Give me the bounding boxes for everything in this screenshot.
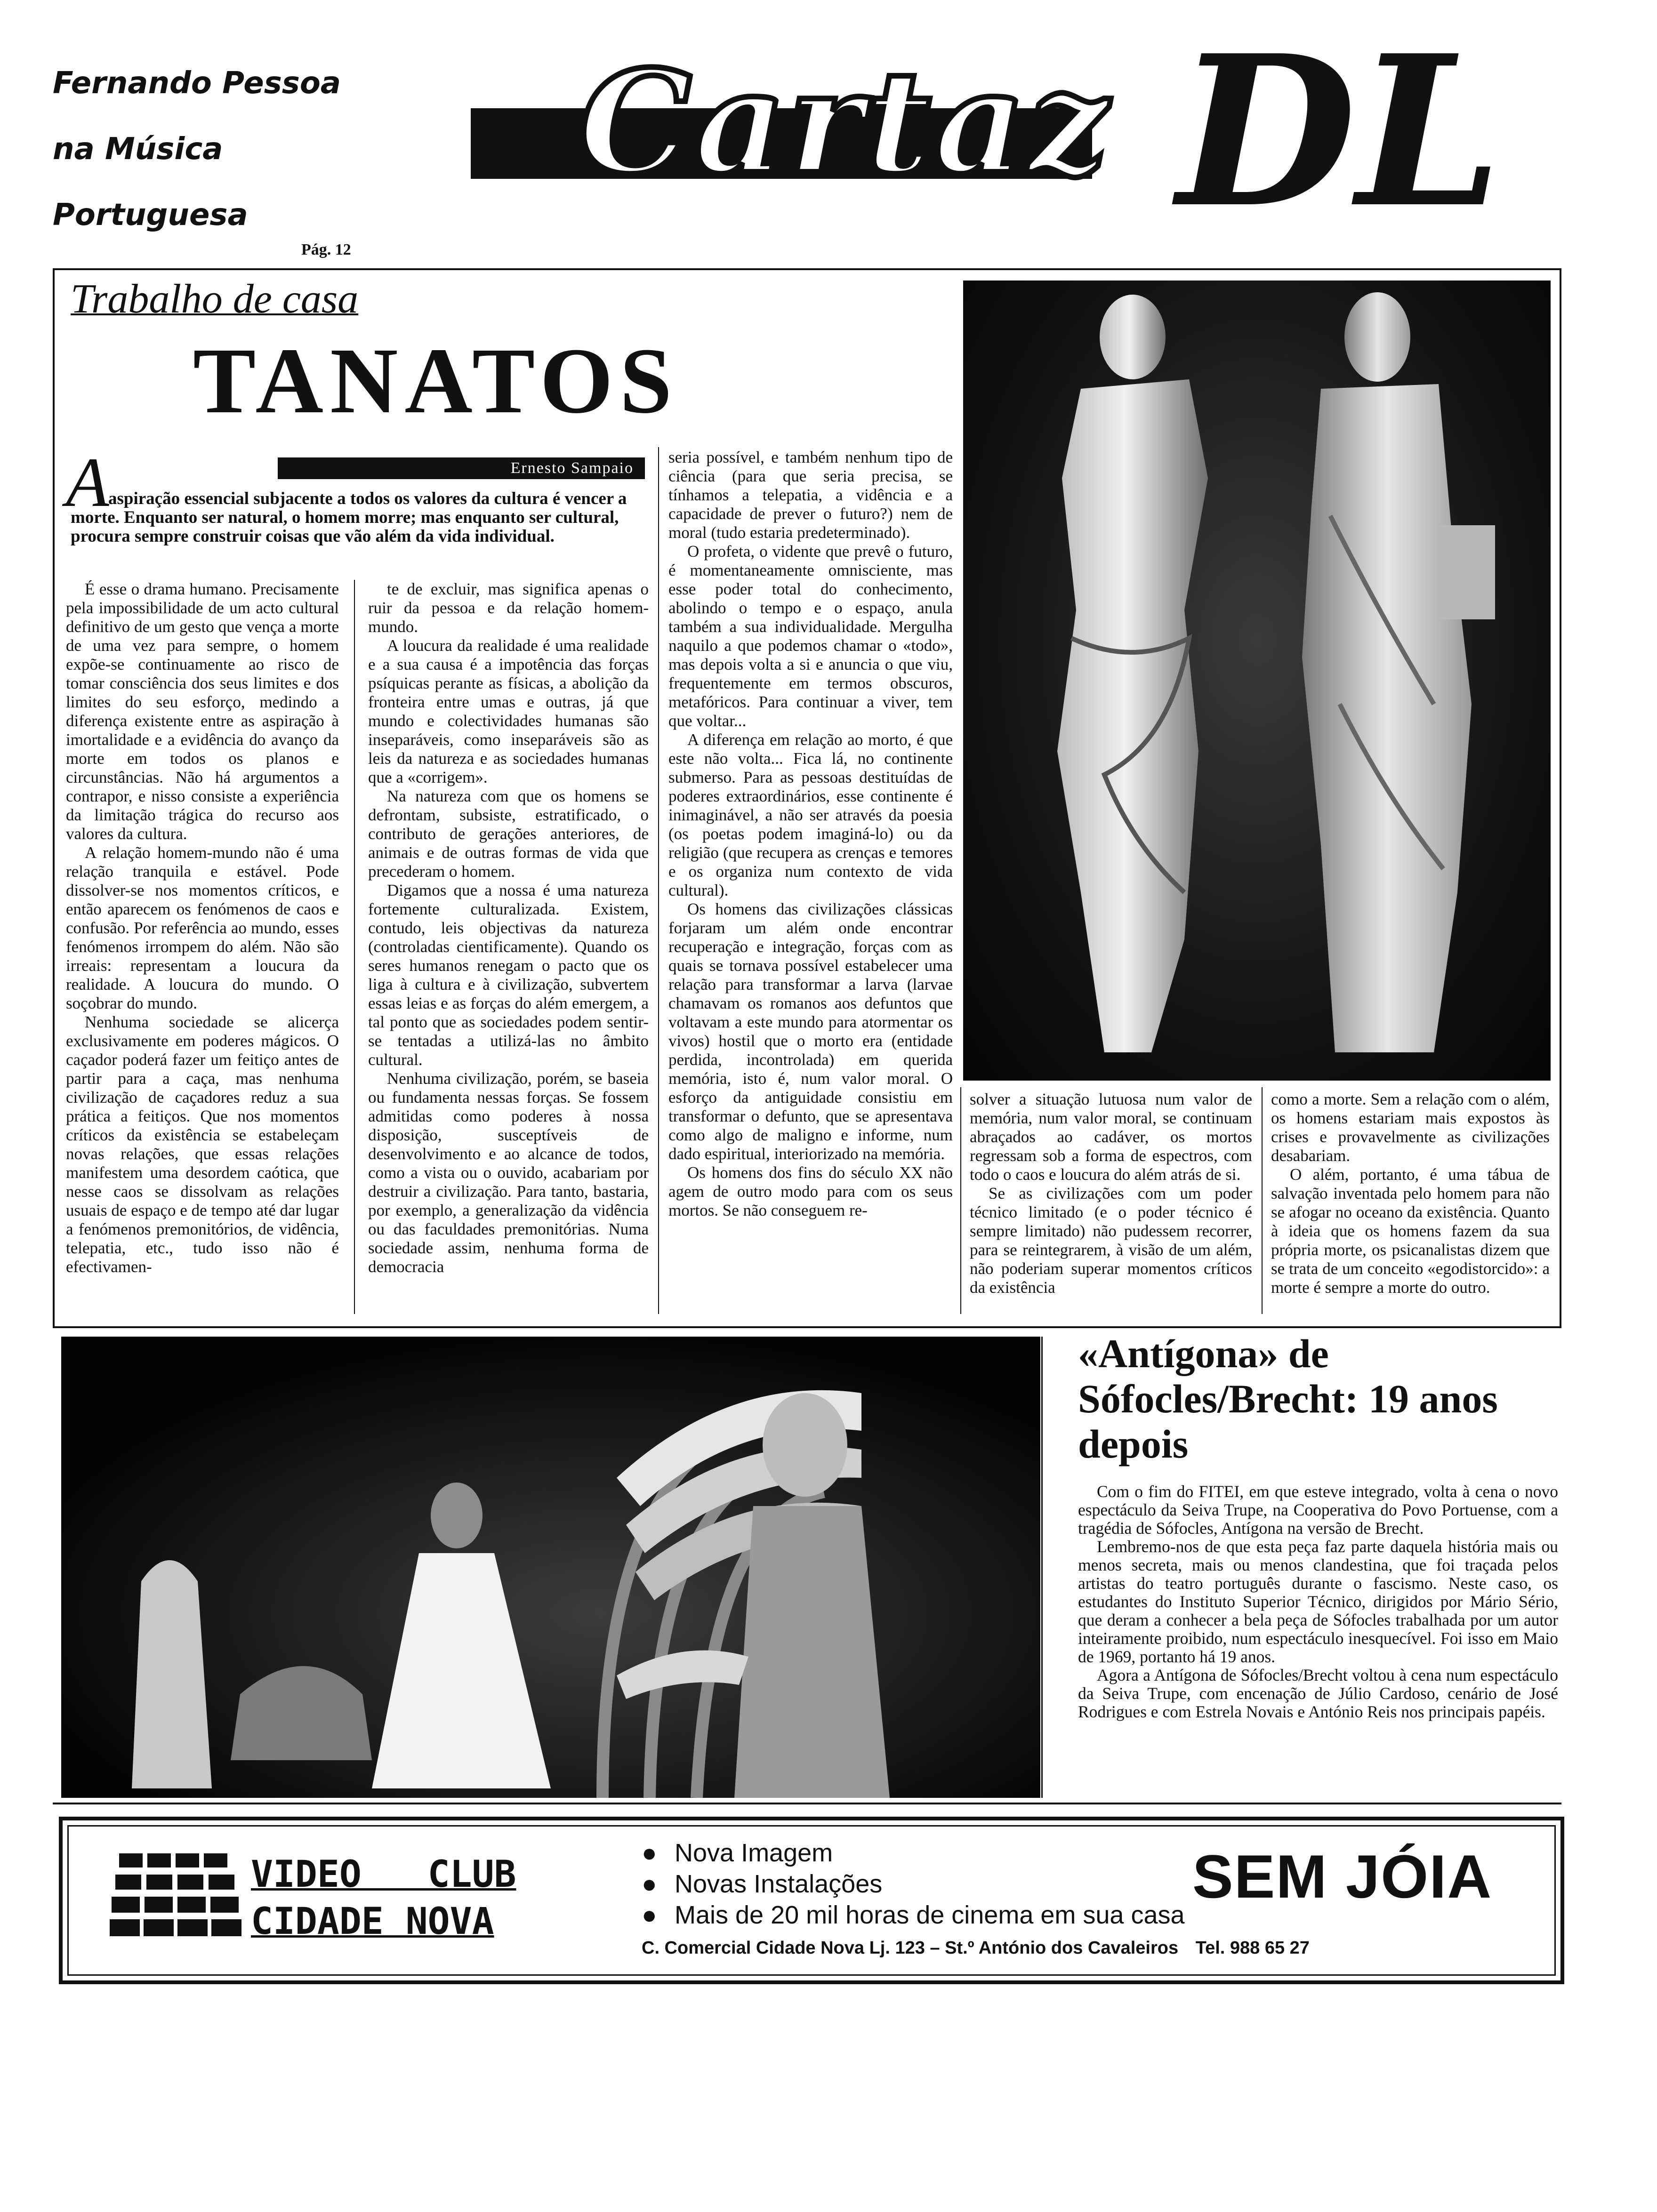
video-club-ad	[59, 1817, 1564, 1984]
figure-right-body	[1302, 384, 1472, 1052]
article-frame-left	[53, 268, 55, 1327]
article-paragraph: Os homens das civilizações clássicas forjaram um além onde encontrar recuperação e integração, forças com as quais se tornava possível estabelecer uma relação para transformar a larva (larvae chamavam os romanos aos defuntos que voltavam a este mundo para atormentar os vivos) hostil que o morto era (entidade perdida, incontrolada) em querida memória, isto é, num valor moral. O esforço da antiguidade consistiu em transformar o defunto, que se apresentava como algo de maligno e informe, num dado espiritual, interiorizado na memória.	[668, 900, 953, 1163]
theatre-scene	[61, 1337, 1040, 1798]
club-name-line1: VIDEO CLUB	[251, 1853, 516, 1896]
article-dropcap: A	[66, 443, 109, 521]
ad-address-line	[642, 1938, 1310, 1958]
actor-bald-head	[763, 1393, 847, 1497]
article-paragraph: A diferença em relação ao morto, é que este não volta... Fica lá, no continente submerso. Para as pessoas destituídas de poderes extraordinários, esse continente é inimaginável, a não ser através da poesia (os poetas podem imaginá-lo) ou da religião (que recupera as crenças e temores e os organiza num contexto de vida cultural).	[668, 730, 953, 899]
article-paragraph: O profeta, o vidente que prevê o futuro, é momentaneamente omnisciente, mas esse poder total do conhecimento, abolindo o tempo e o espaço, anula também a sua individualidade. Mergulha naquilo a que podemos chamar o «todo», mas depois volta a si e anuncia o que viu, frequentemente em termos obscuros, metafóricos. Para continuar a viver, tem que voltar...	[668, 542, 953, 730]
page-reference: Pág. 12	[301, 241, 351, 258]
ad-phone: Tel. 988 65 27	[1195, 1938, 1310, 1958]
article-paragraph: Digamos que a nossa é uma natureza fortemente culturalizada. Existem, contudo, leis objectivas da natureza (controladas cientificamente). Quando os seres humanos renegam o pacto que os liga à cultura e à civilização, subvertem essas leias e as forças do além emergem, a tal ponto que as sociedades podem sentir-se tentadas a utilizá-las no âmbito cultural.	[368, 881, 649, 1069]
article-byline: Ernesto Sampaio	[510, 459, 634, 477]
figure-right-block	[1439, 525, 1495, 619]
article-headline: TANATOS	[193, 329, 679, 433]
antigona-paragraph: Com o fim do FITEI, em que esteve integrado, volta à cena o novo espectáculo da Seiva Trupe, na Cooperativa do Povo Portuense, com a tragédia de Sófocles, Antígona na versão de Brecht.	[1078, 1482, 1558, 1538]
article-paragraph: A relação homem-mundo não é uma relação tranquila e estável. Pode dissolver-se nos momentos críticos, e então aparecem os fenómenos de caos e confusão. Por referência ao mundo, esses fenómenos irrompem do além. Não são irreais: representam a loucura da realidade. A loucura do mundo. O soçobrar do mundo.	[66, 843, 339, 1012]
bullet-icon: ●	[642, 1870, 657, 1898]
antigona-headline: «Antígona» de Sófocles/Brecht: 19 anos depois	[1078, 1331, 1498, 1467]
article-paragraph: Nenhuma civilização, porém, se baseia ou fundamenta nessas forças. Se fossem admitidas como poderes à nossa disposição, susceptíveis de desenvolvimento e ao alcance de todos, como a vista ou o ouvido, acabariam por destruir a civilização. Para tanto, bastaria, por exemplo, a generalização da vidência ou das faculdades premonitórias. Numa sociedade assim, nenhuma forma de democracia	[368, 1069, 649, 1276]
article-column-5	[1271, 1090, 1550, 1297]
column-divider	[1262, 1087, 1263, 1314]
ad-brand: SEM JÓIA	[1192, 1842, 1493, 1911]
ad-bullet	[642, 1868, 1185, 1899]
ad-bullet	[642, 1899, 1185, 1931]
section-title-line3: Portuguesa	[53, 198, 248, 232]
article-column-2	[368, 580, 649, 1276]
article-paragraph: O além, portanto, é uma tábua de salvação inventada pelo homem para não se afogar no oceano da existência. Quanto à ideia que os homens fazem da sua própria morte, os psicanalistas dizem que se trata de um conceito «egodistorcido»: a morte é sempre a morte do outro.	[1271, 1165, 1550, 1297]
article-column-3	[668, 448, 953, 1220]
antigona-divider	[1041, 1337, 1043, 1798]
article-paragraph: te de excluir, mas significa apenas o ruir da pessoa e da relação homem-mundo.	[368, 580, 649, 636]
article-kicker: Trabalho de casa	[71, 276, 359, 322]
article-paragraph: A loucura da realidade é uma realidade e a sua causa é a impotência das forças psíquicas perante as físicas, a abolição da fronteira entre umas e outras, já que mundo e colectividades humanas são inseparáveis, como inseparáveis são as leis da natureza e as sociedades humanas que a «corrigem».	[368, 636, 649, 786]
section-separator	[53, 1803, 1561, 1804]
article-column-4	[970, 1090, 1252, 1297]
ad-bullet-list	[642, 1837, 1185, 1931]
article-paragraph: Nenhuma sociedade se alicerça exclusivamente em poderes mágicos. O caçador poderá fazer um feitiço antes de partir para a caça, mas nenhuma civilização de caçadores reduz a sua prática a feitiços. Que nos momentos críticos da existência se estabeleçam novas relações, que essas relações manifestem uma desordem caótica, que nesse caos se dissolvam as relações usuais de espaço e de tempo até dar lugar a fenómenos premonitórios, de vidência, telepatia, etc., tudo isso não é efectivamen-	[66, 1013, 339, 1276]
bullet-icon: ●	[642, 1839, 657, 1867]
bullet-icon: ●	[642, 1901, 657, 1929]
theatre-photo	[61, 1337, 1040, 1798]
ad-bullet-text: Novas Instalações	[675, 1870, 883, 1898]
article-paragraph: como a morte. Sem a relação com o além, os homens estariam mais expostos às crises e provavelmente as civilizações desabariam.	[1271, 1090, 1550, 1165]
sculpture-figures	[963, 281, 1551, 1081]
antigona-body	[1078, 1483, 1558, 1721]
article-paragraph: Os homens dos fins do século XX não agem de outro modo para com os seus mortos. Se não conseguem re-	[668, 1163, 953, 1219]
article-frame-right	[1560, 268, 1561, 1327]
column-divider	[658, 447, 659, 1314]
column-divider	[960, 1087, 961, 1314]
article-paragraph: Se as civilizações com um poder técnico limitado (e o poder técnico é sempre limitado) não pudessem recorrer, para se reintegrarem, à visão de um além, não poderiam superar momentos críticos da existência	[970, 1184, 1252, 1297]
article-column-1	[66, 580, 339, 1276]
figure-right-head	[1344, 292, 1410, 382]
actress-head	[431, 1483, 483, 1548]
ad-address: C. Comercial Cidade Nova Lj. 123 – St.º António dos Cavaleiros	[642, 1938, 1179, 1958]
logo-mark: DL	[1177, 10, 1502, 253]
masthead-logo	[471, 10, 1591, 254]
figure-left-body	[1057, 379, 1208, 1052]
sculpture-photo	[963, 281, 1551, 1081]
club-logo-grid-icon	[110, 1853, 251, 1948]
byline-bar	[278, 457, 645, 479]
article-paragraph: Na natureza com que os homens se defrontam, subsiste, estratificado, o contributo de gerações anteriores, de animais e de outras formas de vida que precederam o homem.	[368, 787, 649, 881]
ad-bullet-text: Nova Imagem	[675, 1839, 833, 1867]
section-title-line1: Fernando Pessoa	[53, 66, 341, 101]
figure-left-head	[1100, 295, 1166, 379]
club-name-line2: CIDADE NOVA	[251, 1900, 494, 1943]
column-divider	[354, 580, 355, 1314]
ad-bullet	[642, 1837, 1185, 1868]
article-frame-top	[53, 268, 1561, 270]
article-lead: aspiração essencial subjacente a todos os valores da cultura é vencer a morte. Enquanto ser natural, o homem morre; mas enquanto ser cultural, procura sempre construir coisas que vão além da vida individual.	[71, 489, 627, 546]
article-paragraph: solver a situação lutuosa num valor de memória, num valor moral, se continuam abraçados ao cadáver, os mortos regressam sob a forma de espectros, com todo o caos e loucura do além atrás de si.	[970, 1090, 1252, 1184]
antigona-paragraph: Agora a Antígona de Sófocles/Brecht voltou à cena num espectáculo da Seiva Trupe, com encenação de Júlio Cardoso, cenário de José Rodrigues e com Estrela Novais e António Reis nos principais papéis.	[1078, 1666, 1558, 1721]
ad-bullet-text: Mais de 20 mil horas de cinema em sua casa	[675, 1901, 1185, 1929]
antigona-paragraph: Lembremo-nos de que esta peça faz parte daquela história mais ou menos secreta, mais ou menos clandestina, que foi traçada pelos artistas do teatro português durante o fascismo. Neste caso, os estudantes do Instituto Superior Técnico, dirigidos por Mário Sério, que deram a conhecer a bela peça de Sófocles trabalhada por um autor inteiramente proibido, num espectáculo inesquecível. Foi isso em Maio de 1969, portanto há 19 anos.	[1078, 1537, 1558, 1666]
section-title-line2: na Música	[53, 132, 223, 167]
article-paragraph: seria possível, e também nenhum tipo de ciência (para que seria precisa, se tínhamos a telepatia, a vidência e a capacidade de prever o futuro?) nem de moral (tudo estaria predeterminado).	[668, 448, 953, 542]
logo-word: Cartaz	[579, 39, 1111, 205]
article-paragraph: É esse o drama humano. Precisamente pela impossibilidade de um acto cultural definitivo de um gesto que vença a morte de uma vez para sempre, o homem expõe-se continuamente ao risco de tomar consciência dos seus limites e dos limites do seu esforço, medindo a diferença existente entre as aspiração à imortalidade e a evidência do avanço da morte em todos os planos e circunstâncias. Não há argumentos a contrapor, e nisso consiste a experiência da limitação trágica do recurso aos valores da cultura.	[66, 580, 339, 843]
article-frame-bottom	[53, 1326, 1561, 1328]
